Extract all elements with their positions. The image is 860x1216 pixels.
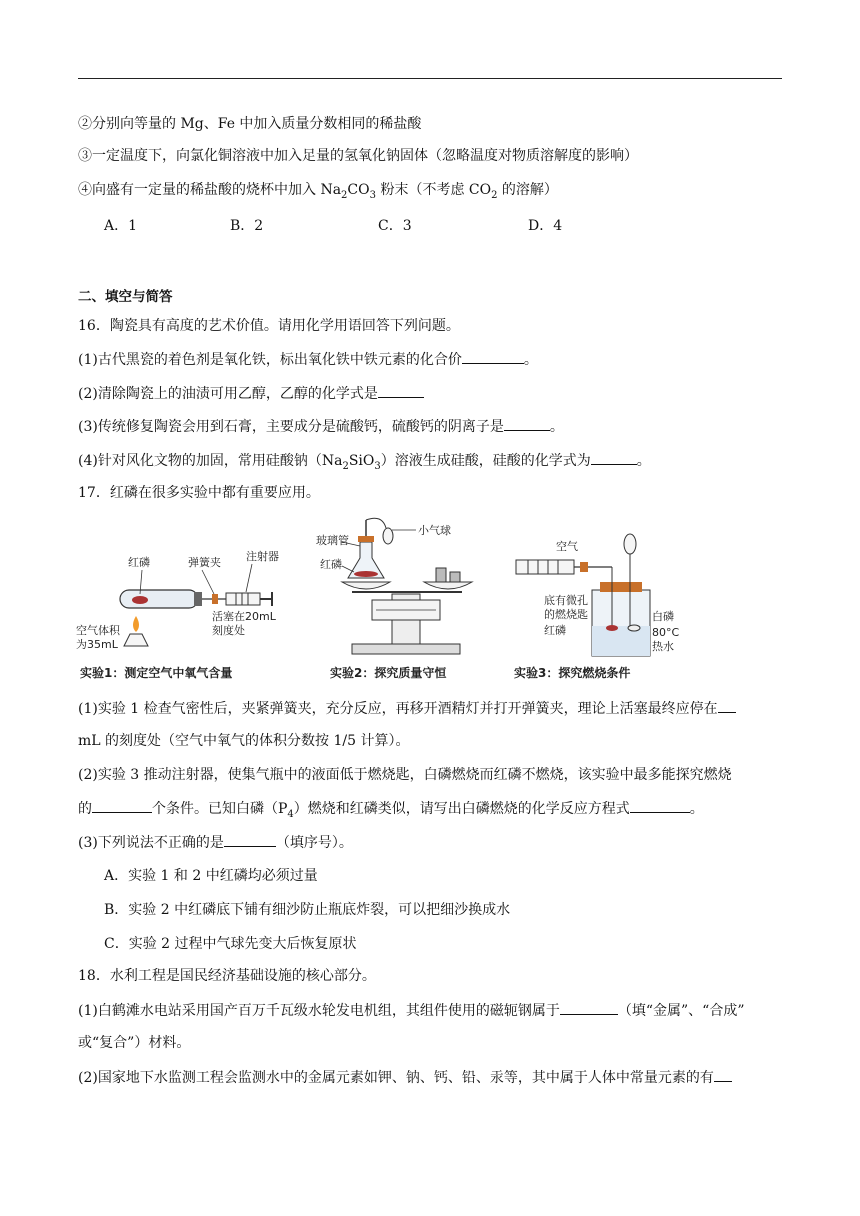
caption-experiment-1: 实验1：测定空气中氧气含量: [80, 666, 233, 680]
q16-part1: (1)古代黑瓷的着色剂是氧化铁，标出氧化铁中铁元素的化合价 。: [78, 349, 538, 370]
label-hot-water: 热水: [652, 640, 674, 653]
q18-part1-line1: (1)白鹤滩水电站采用国产百万千瓦级水轮发电机组，其组件使用的磁轭钢属于 （填“金属”、“合成”: [78, 1000, 744, 1021]
answer-blank[interactable]: [630, 798, 690, 813]
q18-stem: 18．水利工程是国民经济基础设施的核心部分。: [78, 968, 376, 984]
label-spoon: 底有微孔: [544, 594, 588, 607]
figure-experiment-1: [76, 520, 286, 660]
q16-part2: (2)清除陶瓷上的油渍可用乙醇，乙醇的化学式是: [78, 383, 424, 404]
label-temperature: 80°C: [652, 626, 680, 639]
q15-item3: ③一定温度下，向氯化铜溶液中加入足量的氢氧化钠固体（忽略温度对物质溶解度的影响）: [78, 148, 638, 164]
q16-part3: (3)传统修复陶瓷会用到石膏，主要成分是硫酸钙，硫酸钙的阴离子是 。: [78, 416, 564, 437]
label-red-phosphorus-3: 红磷: [544, 624, 566, 637]
caption-experiment-3: 实验3：探究燃烧条件: [514, 666, 631, 680]
section-heading: 二、填空与简答: [78, 289, 173, 305]
q17-option-a: A．实验 1 和 2 中红磷均必须过量: [104, 868, 318, 884]
q16-stem: 16．陶瓷具有高度的艺术价值。请用化学用语回答下列问题。: [78, 318, 460, 334]
q17-part1-line1: (1)实验 1 检查气密性后，夹紧弹簧夹，充分反应，再移开酒精灯并打开弹簧夹，理论上活塞最终应停在: [78, 698, 736, 719]
q15-option-c: C．3: [378, 218, 412, 234]
answer-blank[interactable]: [92, 798, 152, 813]
answer-blank[interactable]: [560, 1000, 618, 1015]
q15-option-d: D．4: [528, 218, 563, 234]
label-air-volume-value: 为35mL: [76, 638, 118, 651]
figure-experiment-2: [312, 516, 492, 660]
answer-blank[interactable]: [378, 383, 424, 398]
label-glass-tube: 玻璃管: [316, 534, 349, 547]
q17-option-b: B．实验 2 中红磷底下铺有细沙防止瓶底炸裂，可以把细沙换成水: [104, 902, 511, 918]
q18-part1-line2: 或“复合”）材料。: [78, 1035, 191, 1051]
q15-item2: ②分别向等量的 Mg、Fe 中加入质量分数相同的稀盐酸: [78, 116, 422, 132]
label-spring-clamp: 弹簧夹: [188, 556, 221, 569]
answer-blank[interactable]: [504, 416, 550, 431]
q17-option-c: C．实验 2 过程中气球先变大后恢复原状: [104, 936, 357, 952]
label-spoon-2: 的燃烧匙: [544, 608, 588, 621]
q15-option-a: A．1: [104, 218, 138, 234]
label-syringe: 注射器: [246, 550, 279, 563]
answer-blank[interactable]: [714, 1067, 732, 1082]
answer-blank[interactable]: [591, 450, 637, 465]
q17-part3: (3)下列说法不正确的是 （填序号）。: [78, 832, 353, 853]
label-air-volume: 空气体积: [76, 624, 120, 637]
q15-item4: ④向盛有一定量的稀盐酸的烧杯中加入 $Na_2CO_3$ 粉末（不考虑 $CO_2$ 的溶解）: [78, 182, 558, 201]
label-piston: 活塞在20mL: [212, 610, 276, 623]
label-air: 空气: [556, 540, 578, 553]
answer-blank[interactable]: [718, 698, 736, 713]
label-red-phosphorus-2: 红磷: [320, 558, 342, 571]
answer-blank[interactable]: [224, 832, 276, 847]
answer-blank[interactable]: [462, 349, 524, 364]
q18-part2: (2)国家地下水监测工程会监测水中的金属元素如钾、钠、钙、铅、汞等，其中属于人体中常量元素的有: [78, 1067, 732, 1088]
q17-part2-line2: 的 个条件。已知白磷$(P_4)$燃烧和红磷类似，请写出白磷燃烧的化学反应方程式 。: [78, 798, 704, 825]
q17-part1-line2: mL 的刻度处（空气中氧气的体积分数按 1/5 计算）。: [78, 733, 410, 749]
q16-part4: (4)针对风化文物的加固，常用硅酸钠$(Na_2SiO_3)$溶液生成硅酸，硅酸的化学式为 。: [78, 450, 651, 477]
label-piston-scale: 刻度处: [212, 624, 245, 637]
label-white-phosphorus: 白磷: [652, 610, 674, 623]
figure-experiment-3: [508, 530, 680, 662]
q17-stem: 17．红磷在很多实验中都有重要应用。: [78, 485, 320, 501]
label-red-phosphorus: 红磷: [128, 556, 150, 569]
label-balloon: 小气球: [418, 524, 451, 537]
q17-part2-line1: (2)实验 3 推动注射器，使集气瓶中的液面低于燃烧匙，白磷燃烧而红磷不燃烧，该实验中最多能探究燃烧: [78, 767, 732, 783]
q15-option-b: B．2: [230, 218, 264, 234]
header-rule: [78, 78, 782, 79]
caption-experiment-2: 实验2：探究质量守恒: [330, 666, 447, 680]
